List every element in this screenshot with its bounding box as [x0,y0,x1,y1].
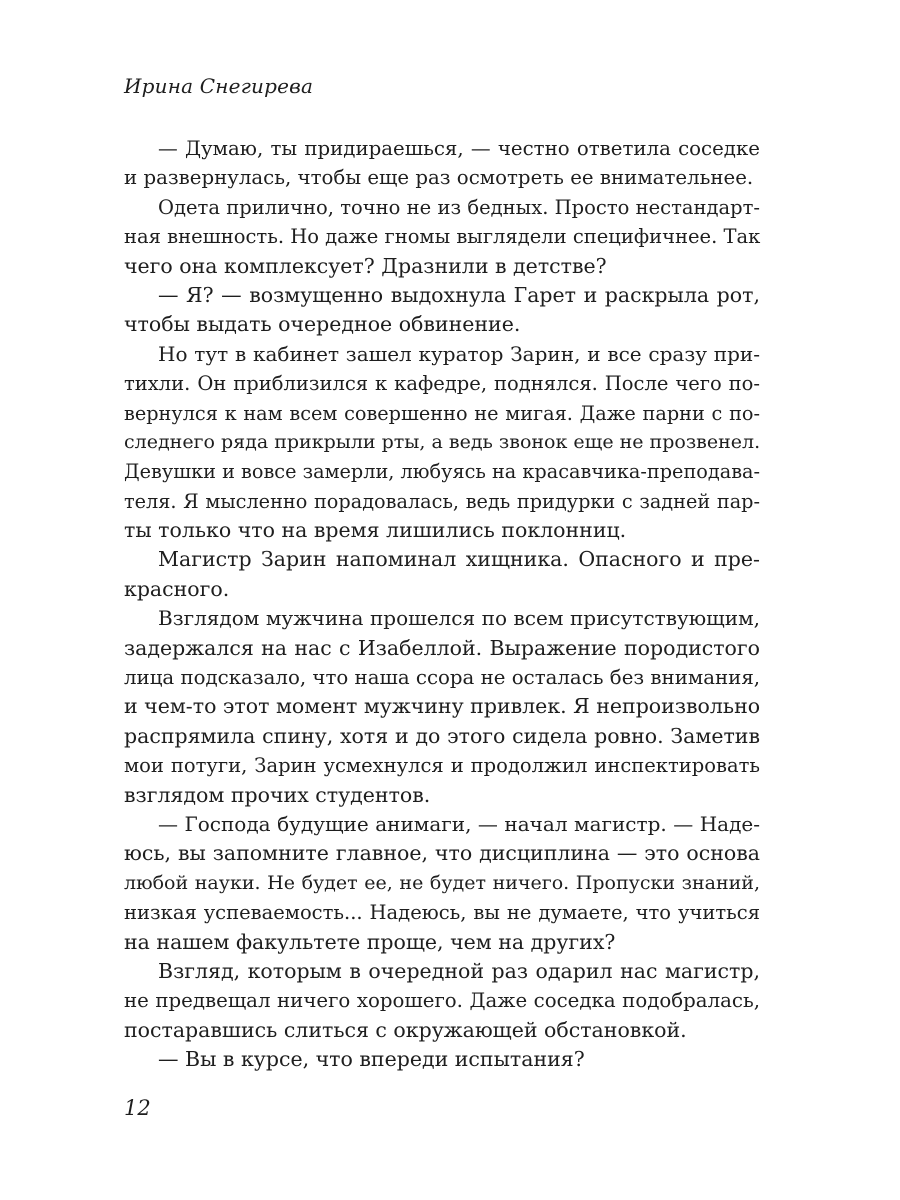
text-line: красного. [124,576,230,601]
text-line: — Думаю, ты придираешься, — честно ответила соседке [158,137,760,160]
text-line: тихли. Он приблизился к кафедре, поднялся. После чего по- [124,372,760,396]
text-line: и развернулась, чтобы еще раз осмотреть ее внимательнее. [124,166,754,190]
text-line: ная внешность. Но даже гномы выглядели специфичнее. Так [124,225,761,249]
running-head-author: Ирина Снегирева [124,74,314,98]
text-line: Взгляд, которым в очередной раз одарил нас магистр, [158,958,760,983]
text-line: Но тут в кабинет зашел куратор Зарин, и все сразу при- [158,341,760,366]
text-line: — Я? — возмущенно выдохнула Гарет и раскрыла рот, [158,282,760,307]
page-number: 12 [124,1096,151,1120]
text-line: на нашем факультете проще, чем на других? [124,929,616,954]
text-line: Одета прилично, точно не из бедных. Просто нестандарт- [158,195,760,219]
text-line: — Вы в курсе, что впереди испытания? [158,1047,585,1072]
text-line: юсь, вы запомните главное, что дисциплина — это основа [124,841,760,866]
text-line: Магистр Зарин напоминал хищника. Опасного и пре- [158,547,760,572]
text-line: распрямила спину, хотя и до этого сидела ровно. Заметив [124,723,760,748]
text-line: теля. Я мысленно порадовалась, ведь придурки с задней пар- [124,489,760,513]
text-line: чего она комплексует? Дразнили в детстве? [124,253,607,278]
text-line: любой науки. Не будет ее, не будет ничего. Пропуски знаний, [124,871,760,894]
text-line: не предвещал ничего хорошего. Даже соседка подобралась, [124,989,760,1013]
text-line: следнего ряда прикрыли рты, а ведь звонок еще не прозвенел. [124,430,761,453]
text-line: и чем-то этот момент мужчину привлек. Я непроизвольно [124,694,761,719]
text-line: — Господа будущие анимаги, — начал магистр. — Наде- [158,811,760,836]
text-line: вернулся к нам всем совершенно не мигая. Даже парни с по- [124,401,760,425]
text-line: ты только что на время лишились поклонниц. [124,518,627,543]
text-line: взглядом прочих студентов. [124,782,431,807]
text-line: лица подсказало, что наша ссора не осталась без внимания, [124,666,761,690]
text-line: низкая успеваемость... Надеюсь, вы не думаете, что учиться [124,901,760,925]
text-line: Девушки и вовсе замерли, любуясь на красавчика-преподава- [124,460,761,484]
text-line: постаравшись слиться с окружающей обстановкой. [124,1017,687,1042]
text-line: задержался на нас с Изабеллой. Выражение породистого [124,635,760,660]
text-line: мои потуги, Зарин усмехнулся и продолжил инспектировать [124,754,760,778]
body-text [124,134,760,1075]
text-line: чтобы выдать очередное обвинение. [124,312,521,337]
text-line: Взглядом мужчина прошелся по всем присутствующим, [158,606,760,631]
